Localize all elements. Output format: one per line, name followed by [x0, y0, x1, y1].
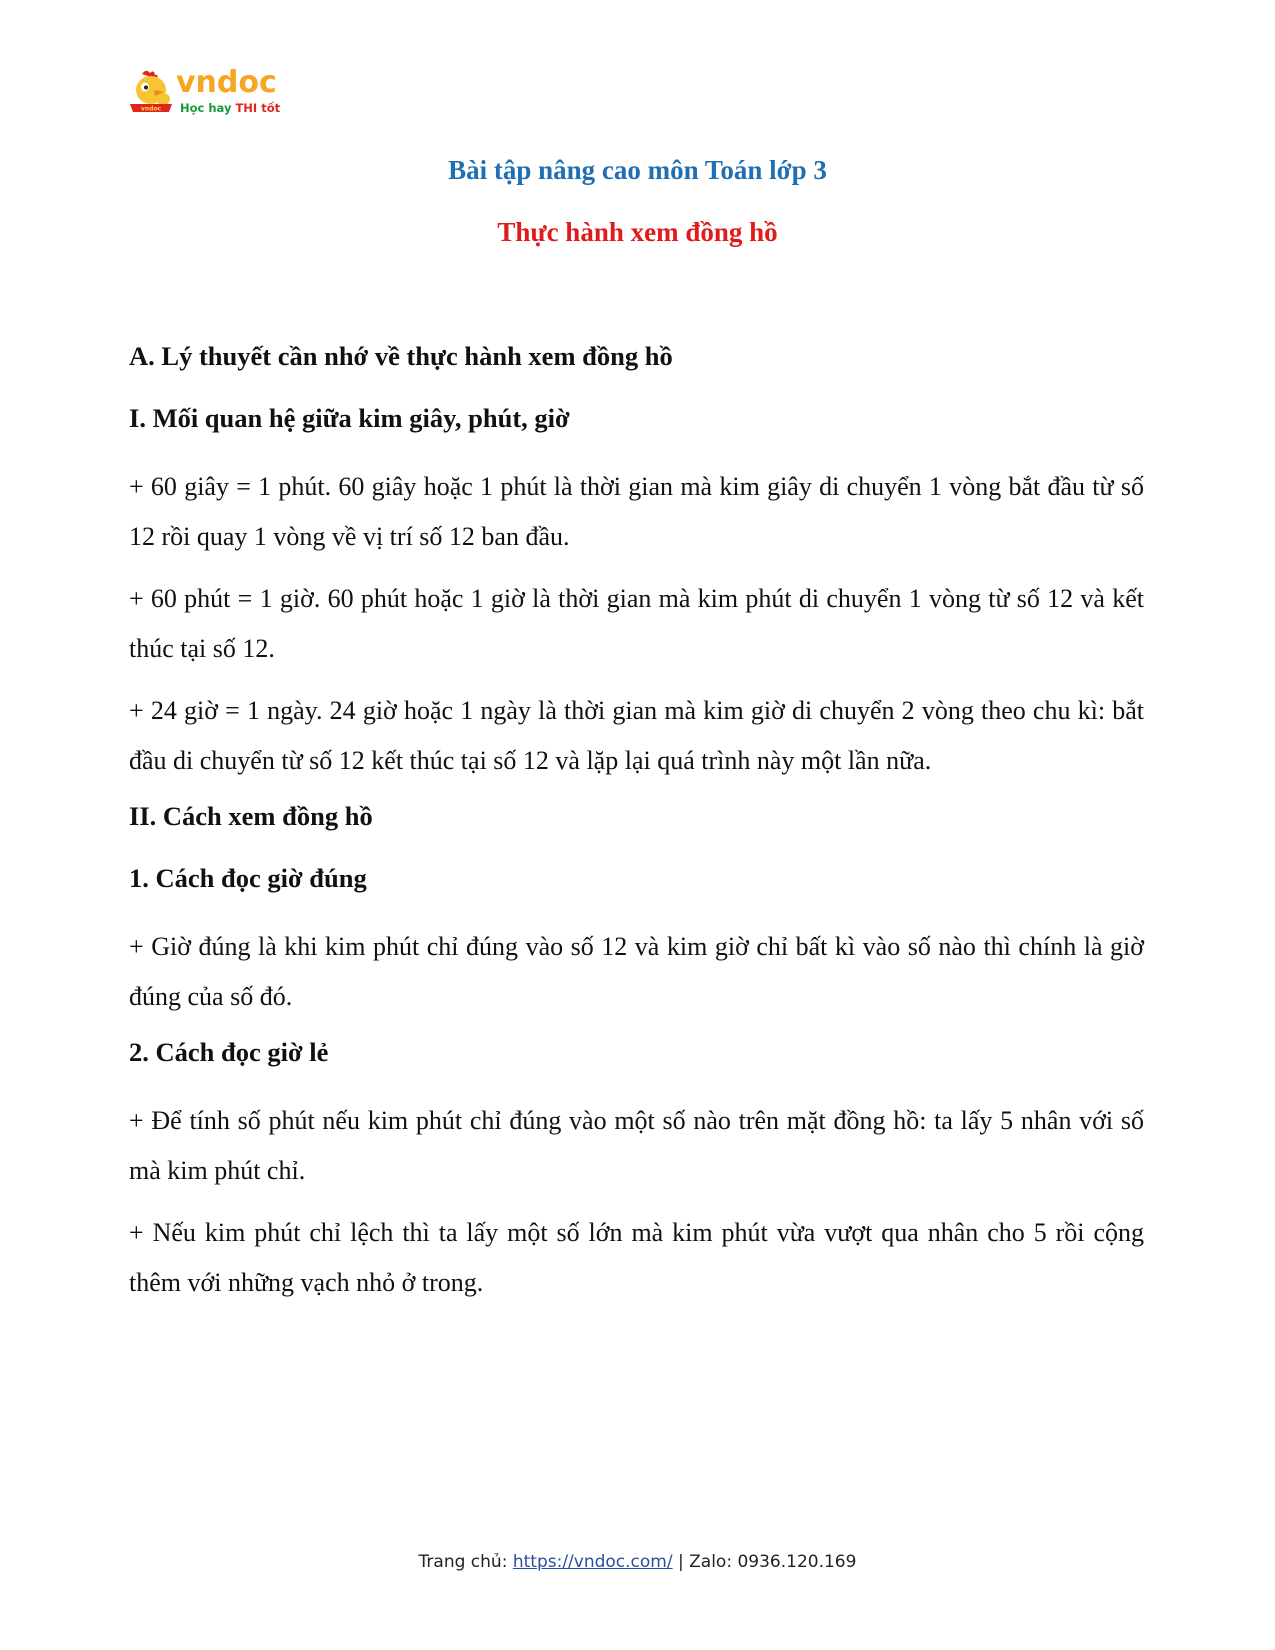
paragraph: + Giờ đúng là khi kim phút chỉ đúng vào số 12 và kim giờ chỉ bất kì vào số nào thì chính là giờ đúng của số đó.: [129, 932, 1144, 1011]
brand-name: vndoc: [176, 65, 277, 100]
footer-separator: |: [672, 1552, 690, 1572]
section-i-heading: I. Mối quan hệ giữa kim giây, phút, giờ: [129, 403, 570, 433]
slogan-part-2: THI tốt: [235, 101, 281, 115]
paragraph: + Nếu kim phút chỉ lệch thì ta lấy một số lớn mà kim phút vừa vượt qua nhân cho 5 rồi cộng thêm với những vạch nhỏ ở trong.: [129, 1218, 1144, 1297]
section-a-heading: A. Lý thuyết cần nhớ về thực hành xem đồng hồ: [129, 341, 673, 371]
paragraph: + 24 giờ = 1 ngày. 24 giờ hoặc 1 ngày là thời gian mà kim giờ di chuyển 2 vòng theo chu kì: bắt đầu di chuyển từ số 12 kết thúc tại số 12 và lặp lại quá trình này một lần nữa.: [129, 696, 1144, 775]
page-footer: [0, 1550, 1275, 1574]
footer-zalo: Zalo: 0936.120.169: [689, 1552, 857, 1572]
slogan-part-1: Học hay: [180, 101, 232, 115]
subsection-2-heading: 2. Cách đọc giờ lẻ: [129, 1037, 329, 1067]
paragraph: + 60 phút = 1 giờ. 60 phút hoặc 1 giờ là thời gian mà kim phút di chuyển 1 vòng từ số 12 và kết thúc tại số 12.: [129, 584, 1144, 663]
footer-home-label: Trang chủ:: [418, 1552, 513, 1572]
svg-text:vndoc: vndoc: [140, 105, 162, 113]
paragraph: + Để tính số phút nếu kim phút chỉ đúng vào một số nào trên mặt đồng hồ: ta lấy 5 nhân với số mà kim phút chỉ.: [129, 1106, 1144, 1185]
document-body: [129, 338, 1144, 1320]
subsection-1-heading: 1. Cách đọc giờ đúng: [129, 863, 367, 893]
paragraph: + 60 giây = 1 phút. 60 giây hoặc 1 phút là thời gian mà kim giây di chuyển 1 vòng bắt đầu từ số 12 rồi quay 1 vòng về vị trí số 12 ban đầu.: [129, 472, 1144, 551]
footer-home-link[interactable]: https://vndoc.com/: [512, 1552, 673, 1572]
document-title: Bài tập nâng cao môn Toán lớp 3: [448, 155, 827, 185]
rooster-mascot-icon: [128, 68, 174, 116]
document-subtitle: Thực hành xem đồng hồ: [497, 217, 778, 247]
section-ii-heading: II. Cách xem đồng hồ: [129, 801, 373, 831]
vndoc-logo: [128, 66, 288, 120]
brand-slogan: [180, 101, 280, 115]
